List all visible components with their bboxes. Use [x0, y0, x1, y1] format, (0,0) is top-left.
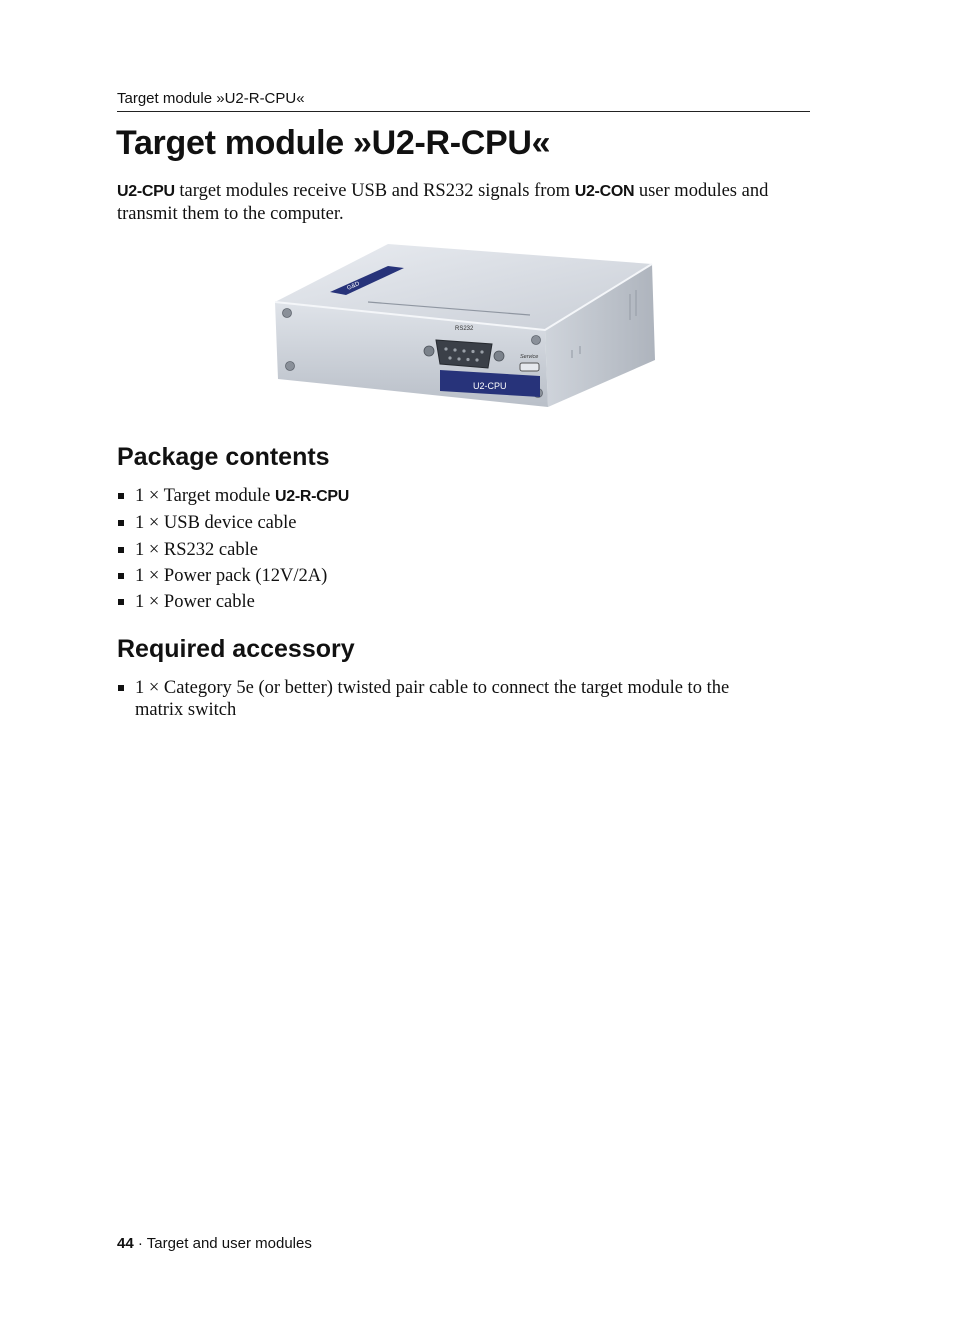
device-photo — [200, 242, 728, 418]
required-accessory-list — [117, 677, 777, 725]
service-port-icon — [520, 363, 539, 371]
screw-icon — [286, 362, 295, 371]
list-item: 1 × RS232 cable — [117, 539, 349, 561]
port-label-service: Service — [520, 354, 539, 360]
svg-text:G&D: G&D — [346, 281, 361, 292]
rs232-port-icon — [436, 340, 492, 368]
screw-icon — [532, 336, 541, 345]
required-accessory-heading: Required accessory — [117, 635, 355, 663]
list-item: 1 × Power cable — [117, 591, 349, 613]
intro-text-1: target modules receive USB and RS232 signals from — [174, 181, 575, 201]
product-name-u2-con: U2-CON — [574, 183, 635, 200]
page-number: 44 — [117, 1235, 134, 1252]
page-title: Target module »U2-R-CPU« — [116, 124, 551, 162]
list-item: 1 × Power pack (12V/2A) — [117, 565, 349, 587]
footer-section-title: Target and user modules — [146, 1235, 312, 1252]
list-item: 1 × Category 5e (or better) twisted pair cable to connect the target module to the matrix switch — [117, 677, 777, 721]
page-footer — [117, 1235, 312, 1252]
list-item: 1 × Target module U2-R-CPU — [117, 485, 349, 508]
intro-paragraph — [117, 180, 817, 226]
product-name-u2-cpu: U2-CPU — [117, 183, 175, 200]
running-header: Target module »U2-R-CPU« — [117, 90, 810, 112]
screw-icon — [283, 309, 292, 318]
package-contents-heading: Package contents — [117, 443, 330, 471]
package-contents-list — [117, 485, 349, 617]
intro-text-2: user modules and transmit them to the computer. — [117, 181, 769, 224]
product-name-u2-r-cpu: U2-R-CPU — [275, 488, 350, 505]
footer-separator: · — [133, 1235, 147, 1252]
front-label-text: U2-CPU — [473, 381, 507, 391]
list-item: 1 × USB device cable — [117, 512, 349, 534]
port-label-rs232: RS232 — [455, 326, 474, 332]
